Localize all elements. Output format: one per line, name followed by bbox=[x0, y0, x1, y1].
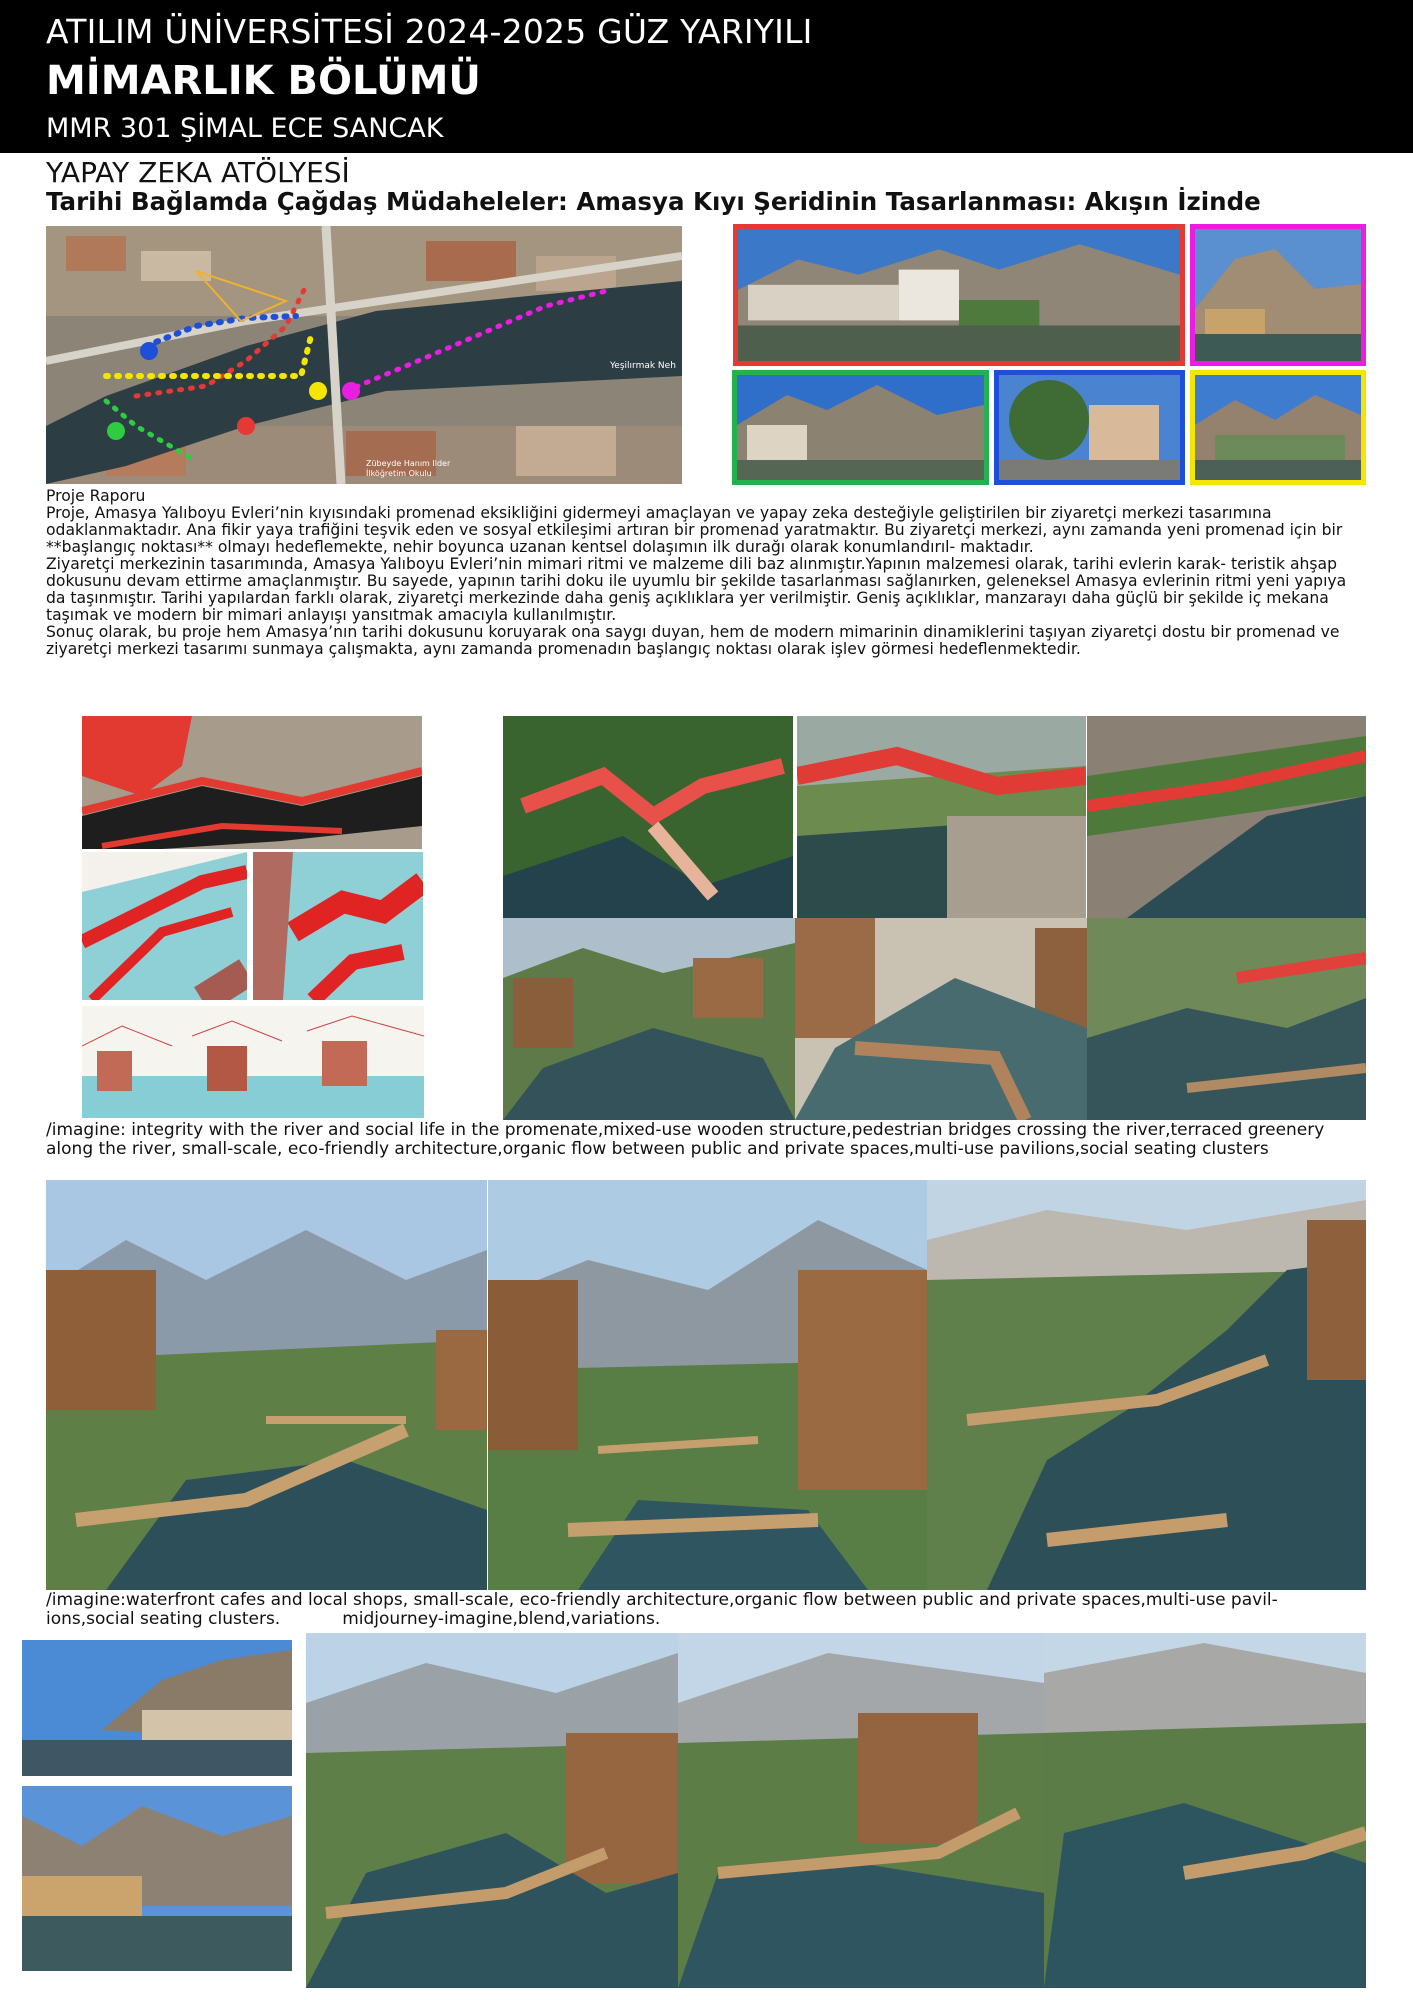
department-title: MİMARLIK BÖLÜMÜ bbox=[46, 58, 481, 104]
render-promenade-3 bbox=[1087, 716, 1366, 918]
sketch-river-1 bbox=[82, 852, 247, 1000]
school-label-2: İlköğretim Okulu bbox=[366, 469, 432, 478]
section-sketches bbox=[82, 1006, 424, 1118]
prompt-2 bbox=[46, 1591, 1366, 1628]
site-photo-yellow bbox=[1190, 370, 1366, 485]
render-village-3 bbox=[1087, 918, 1366, 1120]
site-photo-blue bbox=[994, 370, 1185, 485]
prompt-2-line-2-text: ions,social seating clusters. bbox=[46, 1608, 281, 1629]
school-label-1: Zübeyde Hanım Ilder bbox=[366, 459, 451, 468]
large-render-2 bbox=[488, 1180, 927, 1590]
large-render-3 bbox=[927, 1180, 1366, 1590]
site-photo-green bbox=[732, 370, 989, 485]
render-village-1 bbox=[503, 918, 795, 1120]
report-paragraph-3: Sonuç olarak, bu proje hem Amasya’nın tarihi dokusunu koruyarak ona saygı duyan, hem de modern mimarinin dinamiklerini taşıyan ziyaretçi dostu bir promenad ve ziyaretçi merkezi tasarımı sunmaya çalışmakta, aynı zamanda promenadın başlangıç noktası olarak işlev görmesi hedeflenmektedir. bbox=[46, 623, 1340, 658]
project-title: Tarihi Bağlamda Çağdaş Müdaheleler: Amasya Kıyı Şeridinin Tasarlanması: Akışın İzinde bbox=[46, 187, 1261, 216]
prompt-1: /imagine: integrity with the river and social life in the promenate,mixed-use wooden structure,pedestrian bridges crossing the river,terraced greenery along the river, small-scale, eco-friendly architecture,organic flow between public and private spaces,multi-use pavilions,social seating clusters bbox=[46, 1120, 1325, 1159]
render-promenade-1 bbox=[503, 716, 793, 918]
report-heading: Proje Raporu bbox=[46, 487, 146, 505]
render-village-2 bbox=[795, 918, 1087, 1120]
site-map-aerial bbox=[46, 226, 682, 484]
promenade-overlay-map bbox=[82, 716, 422, 849]
prompt-2-suffix: midjourney-imagine,blend,variations. bbox=[342, 1608, 661, 1629]
sketch-river-2 bbox=[253, 852, 423, 1000]
prompt-2-line-2 bbox=[46, 1610, 1366, 1629]
amasya-photo-2 bbox=[22, 1786, 292, 1971]
amasya-photo-1 bbox=[22, 1640, 292, 1776]
university-title: ATILIM ÜNİVERSİTESİ 2024-2025 GÜZ YARIYILI bbox=[46, 12, 813, 51]
river-label: Yeşilırmak Neh bbox=[610, 361, 676, 371]
final-render-3 bbox=[1044, 1633, 1366, 1988]
project-report bbox=[46, 488, 1366, 658]
course-and-student: MMR 301 ŞİMAL ECE SANCAK bbox=[46, 113, 444, 144]
prompt-2-line-1: /imagine:waterfront cafes and local shops, small-scale, eco-friendly architecture,organic flow between public and private spaces,multi-use pavil- bbox=[46, 1590, 1278, 1610]
large-render-1 bbox=[46, 1180, 487, 1590]
header-bar bbox=[0, 0, 1413, 153]
site-photo-red bbox=[733, 224, 1185, 366]
render-promenade-2 bbox=[797, 716, 1086, 918]
final-render-2 bbox=[678, 1633, 1044, 1988]
final-render-1 bbox=[306, 1633, 678, 1988]
report-paragraph-1: Proje, Amasya Yalıboyu Evleri’nin kıyısındaki promenad eksikliğini gidermeyi amaçlayan ve yapay zeka desteğiyle geliştirilen bir ziyaretçi merkezi tasarımına odaklanmaktadır. Ana fikir yaya trafiğini teşvik eden ve sosyal etkileşimi artıran bir promenad yaratmaktır. Bu ziyaretçi merkezi, aynı zamanda yeni promenad için bir **başlangıç noktası** olmayı hedeflemekte, nehir boyunca uzanan kentsel dolaşımın ilk durağı olarak konumlandırıl- maktadır. bbox=[46, 504, 1343, 556]
report-paragraph-2: Ziyaretçi merkezinin tasarımında, Amasya Yalıboyu Evleri’nin mimari ritmi ve malzeme dili baz alınmıştır.Yapının malzemesi olarak, tarihi evlerin karak- teristik ahşap dokusunu devam ettirme amaçlanmıştır. Bu sayede, yapının tarihi doku ile uyumlu bir şekilde tasarlanması sağlanırken, geleneksel Amasya evlerinin ritmi yeni yapıya da taşınmıştır. Tarihi yapılardan farklı olarak, ziyaretçi merkezinde daha geniş açıklıklara yer verilmiştir. Geniş açıklıklar, manzarayı daha güçlü bir şekilde iç mekana taşımak ve modern bir mimari anlayışı yansıtmak amacıyla kullanılmıştır. bbox=[46, 555, 1347, 624]
workshop-title: YAPAY ZEKA ATÖLYESİ bbox=[46, 156, 350, 189]
site-photo-magenta bbox=[1190, 224, 1366, 366]
